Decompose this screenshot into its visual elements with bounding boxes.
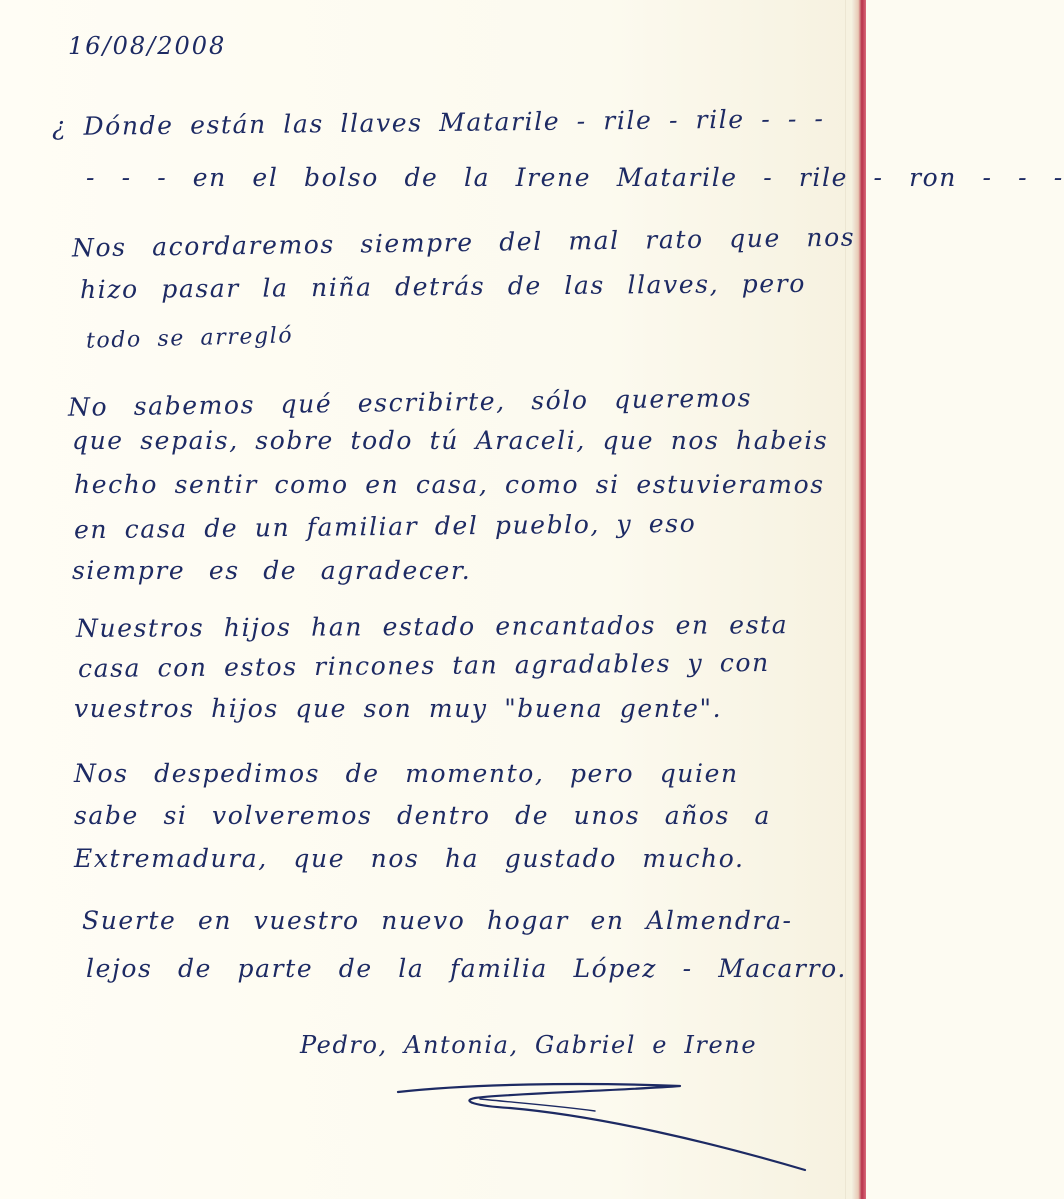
letter-line: en casa de un familiar del pueblo, y eso: [73, 508, 697, 545]
letter-date: 16/08/2008: [68, 32, 227, 60]
letter-line: No sabemos qué escribirte, sólo queremos: [67, 383, 753, 422]
letter-line: Nuestros hijos han estado encantados en esta: [75, 610, 789, 643]
letter-line: sabe si volveremos dentro de unos años a: [74, 801, 772, 830]
letter-line: hizo pasar la niña detrás de las llaves, pero: [79, 268, 807, 305]
letter-line: Extremadura, que nos ha gustado mucho.: [74, 844, 745, 873]
letter-line: Suerte en vuestro nuevo hogar en Almendra-: [82, 906, 793, 935]
letter-line: - - - en el bolso de la Irene Matarile - rile - ron - - -: [86, 163, 1064, 192]
signature-names: Pedro, Antonia, Gabriel e Irene: [300, 1031, 758, 1059]
letter-line: lejos de parte de la familia López - Macarro.: [86, 954, 847, 983]
letter-line: ¿ Dónde están las llaves Matarile - rile - rile - - -: [51, 103, 825, 142]
letter-line: Nos acordaremos siempre del mal rato que nos: [71, 222, 856, 263]
signature-scribble: [380, 1070, 810, 1180]
letter-line: que sepais, sobre todo tú Araceli, que nos habeis: [72, 426, 829, 455]
letter-line: Nos despedimos de momento, pero quien: [74, 759, 739, 788]
letter-line: siempre es de agradecer.: [72, 556, 472, 585]
letter-line: todo se arregló: [85, 323, 294, 354]
letter-line: hecho sentir como en casa, como si estuvieramos: [74, 470, 825, 499]
letter-line: casa con estos rincones tan agradables y con: [77, 647, 770, 684]
letter-line: vuestros hijos que son muy "buena gente".: [74, 694, 723, 723]
